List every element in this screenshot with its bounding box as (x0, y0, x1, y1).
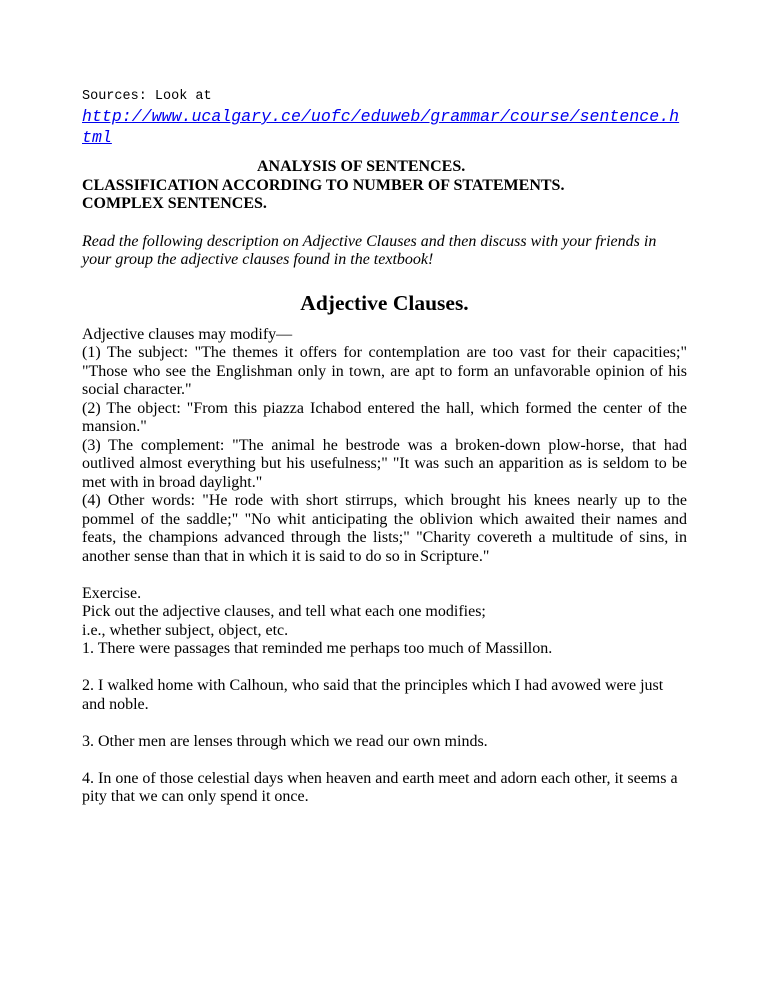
modify-item-other-words: (4) Other words: "He rode with short stirrups, which brought his knees nearly up to the pommel of the saddle;" "No whit anticipating the oblivion which awaited their names and feats, the champions advanced through the lists;" "Charity covereth a multitude of sins, in another sense than that in which it is said to do so in Scripture." (82, 492, 687, 565)
spacer (82, 714, 687, 733)
exercise-item-1: 1. There were passages that reminded me perhaps too much of Massillon. (82, 640, 553, 657)
exercise-instruction-1: Pick out the adjective clauses, and tell what each one modifies; (82, 603, 486, 620)
sources-label: Sources: Look at (82, 89, 212, 104)
source-link[interactable]: http://www.ucalgary.ce/uofc/eduweb/grammar/course/sentence.html (82, 107, 680, 147)
modify-item-subject: (1) The subject: "The themes it offers for contemplation are too vast for their capacities;" "Those who see the Englishman only in town, are apt to form an unfavorable opinion of his social character." (82, 344, 687, 398)
document-page (82, 88, 687, 807)
headings-block (82, 158, 687, 214)
modify-intro: Adjective clauses may modify— (82, 325, 293, 343)
heading-classification: CLASSIFICATION ACCORDING TO NUMBER OF STATEMENTS. (82, 176, 565, 194)
modify-section (82, 326, 687, 567)
section-title: Adjective Clauses. (300, 290, 469, 315)
exercise-item-2: 2. I walked home with Calhoun, who said that the principles which I had avowed were just and noble. (82, 677, 664, 713)
spacer (82, 566, 687, 585)
modify-item-object: (2) The object: "From this piazza Ichabod entered the hall, which formed the center of the mansion." (82, 399, 687, 435)
heading-complex: COMPLEX SENTENCES. (82, 195, 267, 212)
exercise-section (82, 585, 687, 807)
spacer (82, 659, 687, 678)
modify-item-complement: (3) The complement: "The animal he bestrode was a broken-down plow-horse, that had outlived almost everything but his usefulness;" "It was such an apparition as is seldom to be met with in broad daylight." (82, 436, 687, 491)
exercise-item-3: 3. Other men are lenses through which we read our own minds. (82, 732, 488, 750)
spacer (82, 751, 687, 770)
exercise-title: Exercise. (82, 584, 142, 602)
heading-analysis: ANALYSIS OF SENTENCES. (257, 158, 466, 175)
intro-paragraph: Read the following description on Adjective Clauses and then discuss with your friends in your group the adjective clauses found in the textbook! (82, 232, 657, 268)
exercise-item-4: 4. In one of those celestial days when heaven and earth meet and adorn each other, it seems a pity that we can only spend it once. (82, 769, 678, 805)
exercise-instruction-2: i.e., whether subject, object, etc. (82, 621, 289, 639)
